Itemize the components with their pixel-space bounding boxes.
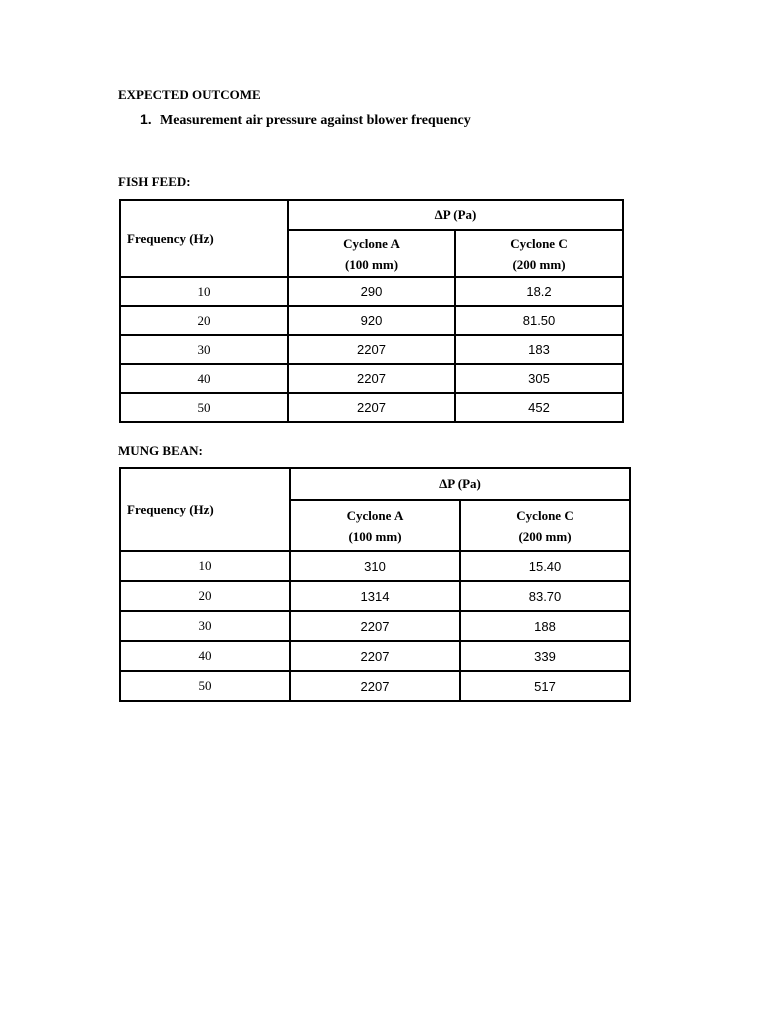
table-header-row <box>120 468 630 500</box>
cyclone-c-size: (200 mm) <box>518 528 572 544</box>
cyclone-a-size: (100 mm) <box>348 528 402 544</box>
cyclone-c-cell: 339 <box>460 641 630 671</box>
table-row <box>120 551 630 581</box>
cyclone-a-size: (100 mm) <box>344 256 399 272</box>
mung-bean-label: MUNG BEAN: <box>118 443 203 458</box>
cyclone-a-cell: 2207 <box>288 393 455 422</box>
table-row <box>120 671 630 701</box>
list-item-number: 1. <box>140 111 152 127</box>
table-row <box>120 277 623 306</box>
cyclone-c-name: Cyclone C <box>516 507 574 523</box>
frequency-header: Frequency (Hz) <box>120 200 288 277</box>
cyclone-a-cell: 920 <box>288 306 455 335</box>
table-header-row <box>120 200 623 230</box>
cyclone-a-cell: 2207 <box>290 671 460 701</box>
frequency-cell: 40 <box>120 641 290 671</box>
list-item-1 <box>140 111 471 129</box>
cyclone-a-header <box>290 500 460 551</box>
frequency-cell: 50 <box>120 671 290 701</box>
fish-feed-label: FISH FEED: <box>118 174 191 189</box>
table-row <box>120 393 623 422</box>
cyclone-a-name: Cyclone A <box>346 507 404 523</box>
cyclone-a-cell: 2207 <box>290 611 460 641</box>
page-heading: EXPECTED OUTCOME <box>118 87 261 102</box>
cyclone-c-cell: 18.2 <box>455 277 623 306</box>
pressure-group-header: ΔP (Pa) <box>288 200 623 230</box>
cyclone-a-cell: 2207 <box>288 335 455 364</box>
frequency-cell: 30 <box>120 611 290 641</box>
frequency-cell: 10 <box>120 277 288 306</box>
cyclone-c-cell: 517 <box>460 671 630 701</box>
table-row <box>120 581 630 611</box>
pressure-group-header: ΔP (Pa) <box>290 468 630 500</box>
cyclone-c-cell: 83.70 <box>460 581 630 611</box>
list-item-text: Measurement air pressure against blower frequency <box>160 113 471 128</box>
cyclone-c-cell: 188 <box>460 611 630 641</box>
cyclone-a-header <box>288 230 455 277</box>
frequency-cell: 40 <box>120 364 288 393</box>
frequency-header: Frequency (Hz) <box>120 468 290 551</box>
cyclone-a-name: Cyclone A <box>343 235 400 251</box>
frequency-cell: 20 <box>120 581 290 611</box>
table-row <box>120 335 623 364</box>
frequency-cell: 20 <box>120 306 288 335</box>
cyclone-c-size: (200 mm) <box>512 256 566 272</box>
fish-feed-table <box>119 199 624 423</box>
frequency-cell: 10 <box>120 551 290 581</box>
cyclone-c-cell: 15.40 <box>460 551 630 581</box>
cyclone-a-cell: 310 <box>290 551 460 581</box>
cyclone-c-cell: 452 <box>455 393 623 422</box>
cyclone-c-header <box>460 500 630 551</box>
mung-bean-table <box>119 467 631 702</box>
table-row <box>120 611 630 641</box>
table-row <box>120 306 623 335</box>
frequency-cell: 30 <box>120 335 288 364</box>
frequency-cell: 50 <box>120 393 288 422</box>
table-row <box>120 364 623 393</box>
cyclone-c-cell: 81.50 <box>455 306 623 335</box>
cyclone-a-cell: 290 <box>288 277 455 306</box>
cyclone-a-cell: 1314 <box>290 581 460 611</box>
cyclone-c-cell: 183 <box>455 335 623 364</box>
table-row <box>120 641 630 671</box>
cyclone-c-header <box>455 230 623 277</box>
cyclone-a-cell: 2207 <box>290 641 460 671</box>
cyclone-c-cell: 305 <box>455 364 623 393</box>
cyclone-c-name: Cyclone C <box>510 235 568 251</box>
cyclone-a-cell: 2207 <box>288 364 455 393</box>
